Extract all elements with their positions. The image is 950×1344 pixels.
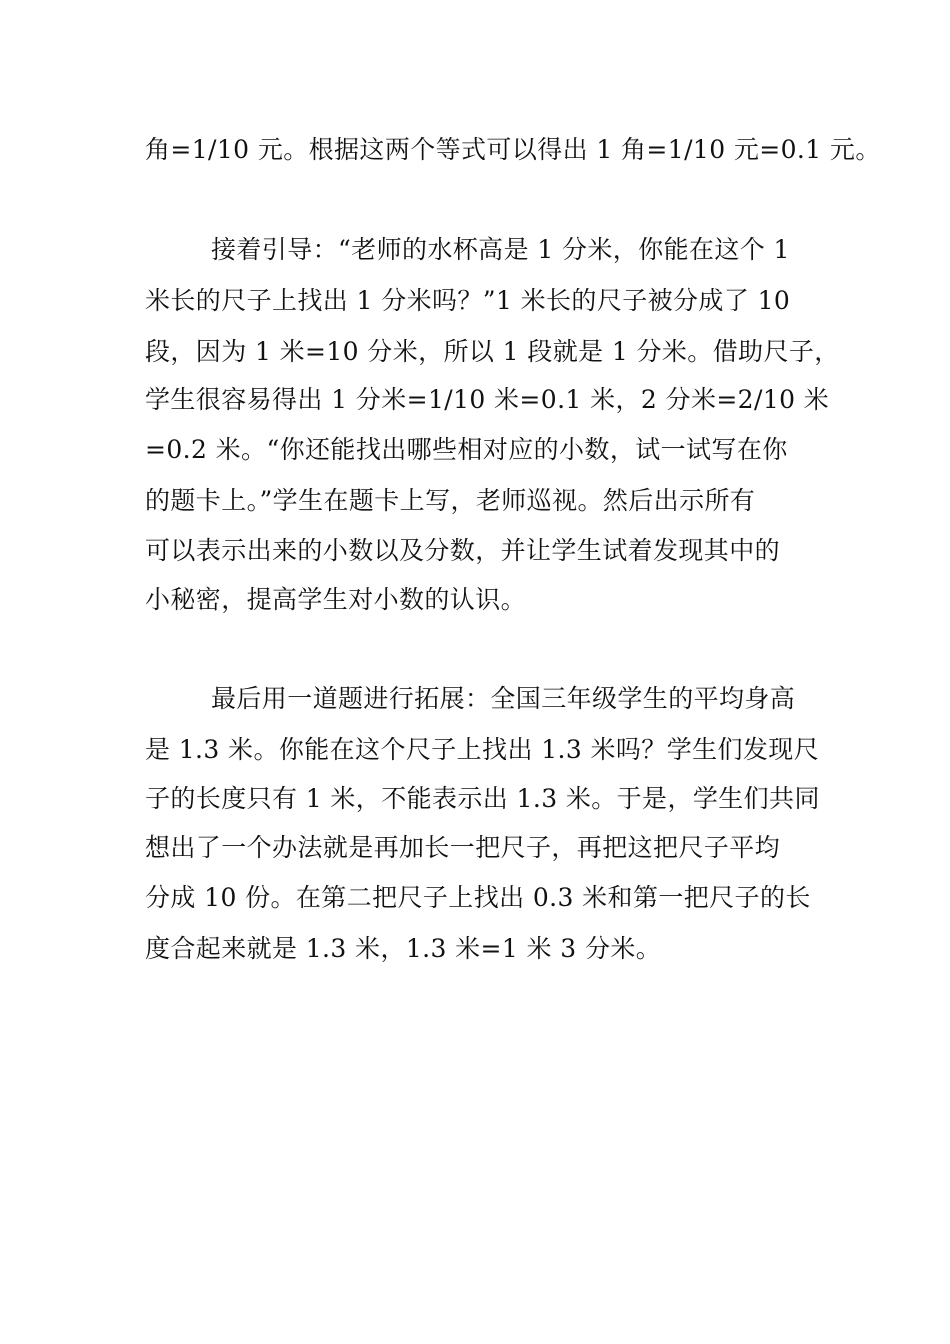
text-line: 最后用一道题进行拓展：全国三年级学生的平均身高 xyxy=(211,684,796,713)
text-line: 子的长度只有 1 米，不能表示出 1.3 米。于是，学生们共同 xyxy=(145,784,820,813)
text-line: 段，因为 1 米=10 分米，所以 1 段就是 1 分米。借助尺子， xyxy=(145,337,840,366)
text-line: 度合起来就是 1.3 米，1.3 米=1 米 3 分米。 xyxy=(145,934,662,963)
text-line: 是 1.3 米。你能在这个尺子上找出 1.3 米吗？学生们发现尺 xyxy=(145,735,820,764)
text-line: 米长的尺子上找出 1 分米吗？”1 米长的尺子被分成了 10 xyxy=(145,286,791,315)
text-line: =0.2 米。“你还能找出哪些相对应的小数，试一试写在你 xyxy=(145,435,788,464)
text-line: 的题卡上。”学生在题卡上写，老师巡视。然后出示所有 xyxy=(145,486,756,515)
text-line: 可以表示出来的小数以及分数，并让学生试着发现其中的 xyxy=(145,536,781,565)
text-line: 想出了一个办法就是再加长一把尺子，再把这把尺子平均 xyxy=(145,833,781,862)
text-line: 接着引导：“老师的水杯高是 1 分米，你能在这个 1 xyxy=(211,235,790,264)
text-line: 学生很容易得出 1 分米=1/10 米=0.1 米，2 分米=2/10 米 xyxy=(145,385,830,414)
text-line: 角=1/10 元。根据这两个等式可以得出 1 角=1/10 元=0.1 元。 xyxy=(145,135,881,164)
text-line: 分成 10 份。在第二把尺子上找出 0.3 米和第一把尺子的长 xyxy=(145,883,811,912)
text-line: 小秘密，提高学生对小数的认识。 xyxy=(145,585,527,614)
